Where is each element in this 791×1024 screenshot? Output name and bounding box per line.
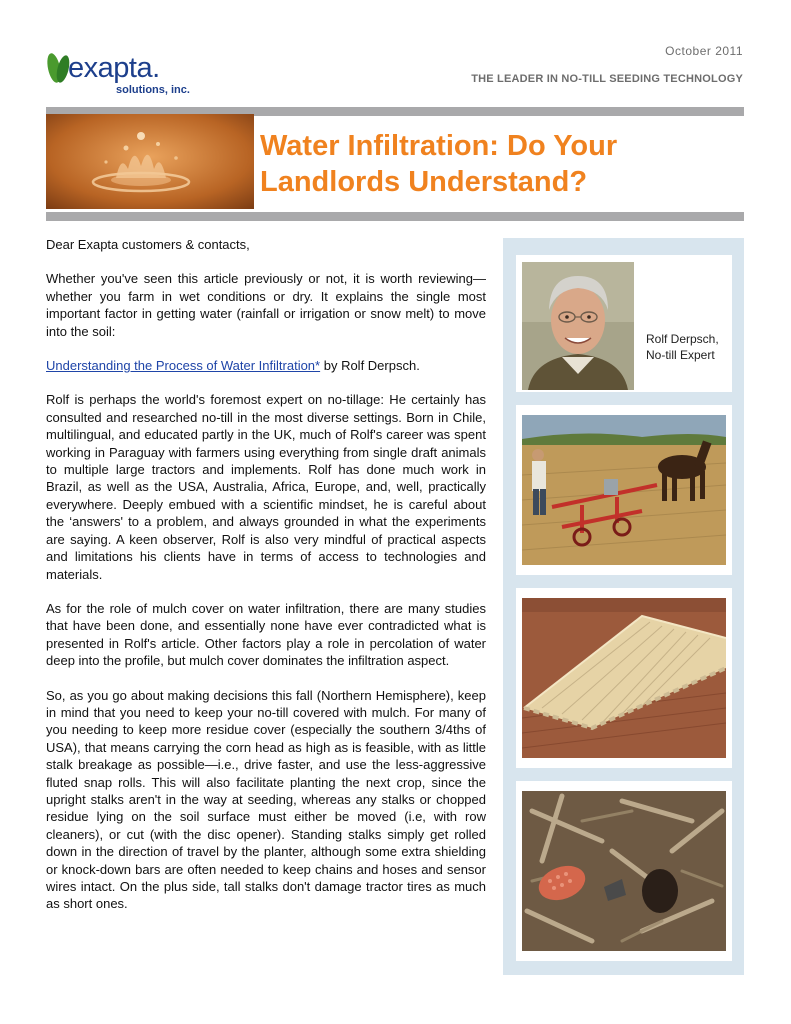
caption-name: Rolf Derpsch, [646, 332, 719, 346]
article-reference [46, 357, 486, 374]
wide-planter-photo [522, 598, 726, 758]
article-title [260, 128, 617, 200]
header-rule-bottom [46, 212, 744, 221]
horse-drawn-planter-photo [522, 415, 726, 565]
portrait-caption [646, 331, 719, 363]
water-splash-image [46, 114, 254, 209]
corn-residue-photo [522, 791, 726, 951]
paragraph-intro: Whether you've seen this article previously or not, it is worth reviewing—whether you farm in wet conditions or dry. It explains the single most important factor in getting water (rainfall or irrigation or snow melt) to move into the soil: [46, 271, 486, 339]
rolf-derpsch-portrait [522, 262, 634, 390]
logo-wordmark: exapta. [68, 52, 160, 84]
link-author: by Rolf Derpsch. [320, 358, 420, 374]
paragraph-mulch: As for the role of mulch cover on water infiltration, there are many studies that have been done, and essentially none have ever contradicted what is presented in Rolf's article. Other factors play a role in percolation of water deep into the profile, but mulch cover dominates the infiltration aspect. [46, 600, 486, 669]
article-body [46, 236, 486, 930]
logo-subtitle: solutions, inc. [116, 84, 190, 96]
paragraph-advice: So, as you go about making decisions this fall (Northern Hemisphere), keep in mind that you need to keep your no-till covered with mulch. For many of you needing to keep more residue cover (especially the southern 3/4ths of USA), that means carrying the corn head as high as is feasible, with as little stalk breakage as possible—i.e., drive faster, and use the less-aggressive fluted snap rolls. This will also facilitate planting the next crop, since the upright stalks aren't in the way at seeding, whereas any stalks or chopped residue lying on the soil surface must either be moved (i.e, with row cleaners), or cut (with the disc opener). Standing stalks simply get rolled down in the direction of travel by the planter, although some extra shielding or knock-down bars are often needed to keep chains and hoses and sensor wires intact. On the plus side, tall stalks don't damage tractor tires as much as short ones. [46, 687, 486, 912]
paragraph-about-rolf: Rolf is perhaps the world's foremost expert on no-tillage: He certainly has consulted and researched no-till in the most diverse settings. Born in Chile, multilingual, and educated partly in the UK, much of Rolf's career was spent working in Paraguay with farmers using everything from single draft animals to multiple large tractors and implements. Rolf has done much work in Brazil, as well as the USA, Australia, Africa, Europe, and, well, practically everywhere. Deeply embued with a scientific mindset, he is careful about the ‘answers' to a problem, and always grounded in what the experiments are saying. A keen observer, Rolf is also very mindful of practical aspects and limitations his clients have in terms of access to technologies and materials. [46, 392, 486, 582]
wide-planter-panel [516, 588, 732, 768]
issue-date: October 2011 [665, 44, 743, 58]
greeting: Dear Exapta customers & contacts, [46, 237, 250, 252]
infiltration-article-link[interactable]: Understanding the Process of Water Infiltration* [46, 358, 321, 374]
exapta-logo [44, 48, 214, 98]
horse-planter-panel [516, 405, 732, 575]
corn-residue-panel [516, 781, 732, 961]
title-line-2: Landlords Understand? [260, 166, 588, 198]
caption-role: No-till Expert [646, 348, 715, 362]
portrait-panel [516, 255, 732, 392]
photo-sidebar [503, 238, 744, 975]
title-line-1: Water Infiltration: Do Your [260, 130, 618, 162]
tagline: THE LEADER IN NO-TILL SEEDING TECHNOLOGY [471, 73, 743, 85]
